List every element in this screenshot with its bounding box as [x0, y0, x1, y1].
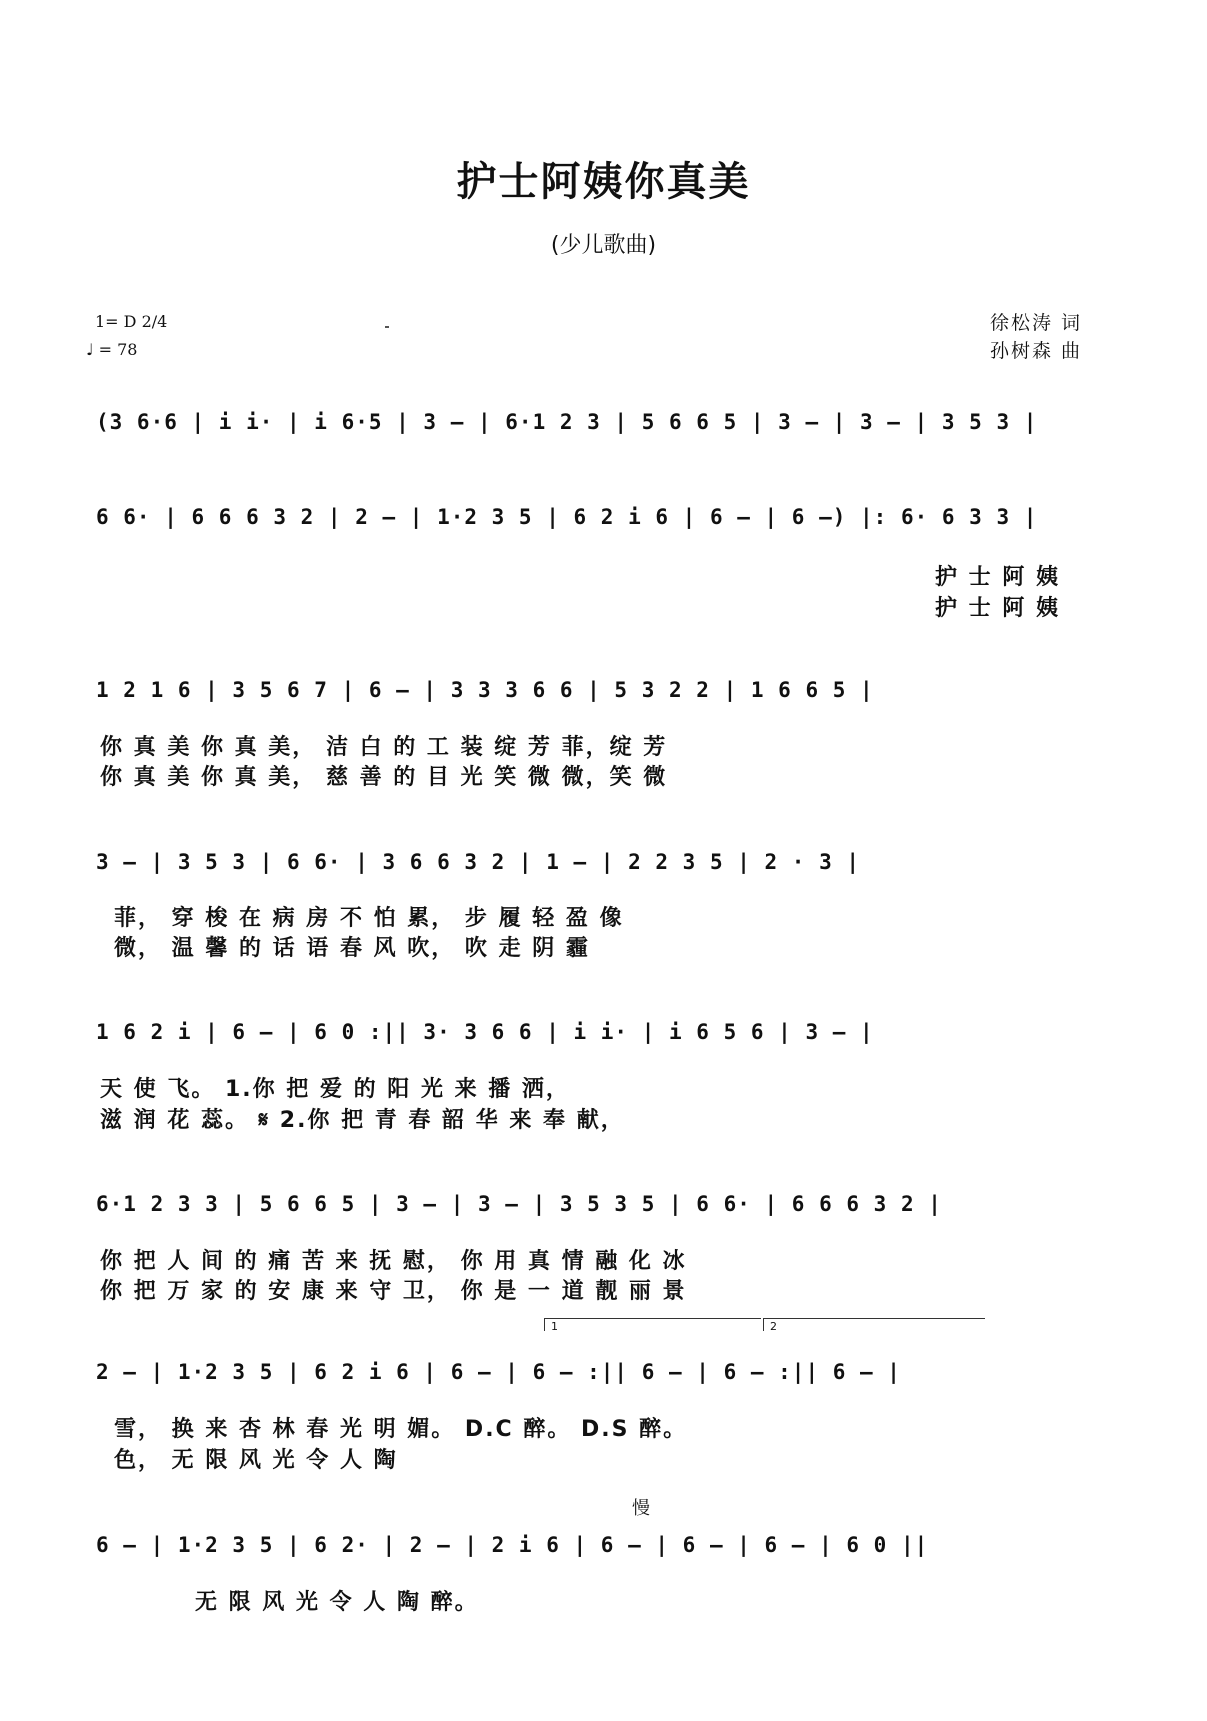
notation-line-4: 3 — | 3 5 3 | 6 6· | 3 6 6 3 2 | 1 — | 2 2 3 5 | 2 · 3 |	[96, 850, 861, 874]
volta-bracket-1: 1	[544, 1318, 761, 1331]
lyric-line-3-verse-1: 菲， 穿 梭 在 病 房 不 怕 累， 步 履 轻 盈 像	[114, 906, 624, 931]
key-signature	[95, 312, 167, 331]
song-title: 护士阿姨你真美	[456, 158, 751, 205]
time-signature: 2/4	[141, 312, 168, 331]
notation-line-3: 1 2 1 6 | 3 5 6 7 | 6 — | 3 3 3 6 6 | 5 3 2 2 | 1 6 6 5 |	[96, 678, 874, 702]
lyric-line-4-verse-1: 天 使 飞。 1.你 把 爱 的 阳 光 来 播 洒，	[100, 1077, 570, 1102]
lyric-line-1-verse-1: 护 士 阿 姨	[935, 565, 1060, 590]
notation-line-5: 1 6 2 i | 6 — | 6 0 :|| 3· 3 6 6 | i i· | i 6 5 6 | 3 — |	[96, 1020, 874, 1044]
notation-line-8: 6 — | 1·2 3 5 | 6 2· | 2 — | 2 i 6 | 6 — | 6 — | 6 — | 6 0 ||	[96, 1533, 929, 1557]
lyric-line-5-verse-2: 你 把 万 家 的 安 康 来 守 卫， 你 是 一 道 靓 丽 景	[100, 1279, 687, 1304]
key-text: 1= D	[95, 312, 137, 331]
lyric-line-1-verse-2: 护 士 阿 姨	[935, 596, 1060, 621]
notation-line-1: (3 6·6 | i i· | i 6·5 | 3 — | 6·1 2 3 | 5 6 6 5 | 3 — | 3 — | 3 5 3 |	[96, 410, 1038, 434]
volta-bracket-2: 2	[763, 1318, 985, 1331]
lyric-line-7: 无 限 风 光 令 人 陶 醉。	[195, 1590, 479, 1615]
song-subtitle: (少儿歌曲)	[550, 233, 657, 258]
notation-line-6: 6·1 2 3 3 | 5 6 6 5 | 3 — | 3 — | 3 5 3 5 | 6 6· | 6 6 6 3 2 |	[96, 1192, 942, 1216]
lyric-line-2-verse-2: 你 真 美 你 真 美， 慈 善 的 目 光 笑 微 微，笑 微	[100, 765, 668, 790]
lyric-line-4-verse-2: 滋 润 花 蕊。 𝄋 2.你 把 青 春 韶 华 来 奉 献，	[100, 1108, 625, 1133]
tempo-marking: ♩ = 78	[86, 340, 138, 359]
lyric-line-6-verse-1: 雪， 换 来 杏 林 春 光 明 媚。 D.C 醉。 D.S 醉。	[114, 1417, 688, 1442]
composer-credit: 孙树森 曲	[990, 340, 1083, 362]
tempo-slow-marking: 慢	[632, 1498, 650, 1519]
lyric-line-6-verse-2: 色， 无 限 风 光 令 人 陶	[114, 1448, 398, 1473]
lyric-line-2-verse-1: 你 真 美 你 真 美， 洁 白 的 工 装 绽 芳 菲，绽 芳	[100, 735, 668, 760]
lyric-line-5-verse-1: 你 把 人 间 的 痛 苦 来 抚 慰， 你 用 真 情 融 化 冰	[100, 1249, 687, 1274]
notation-line-7: 2 — | 1·2 3 5 | 6 2 i 6 | 6 — | 6 — :|| 6 — | 6 — :|| 6 — |	[96, 1360, 901, 1384]
lyricist-credit: 徐松涛 词	[990, 312, 1083, 334]
stray-mark	[385, 326, 389, 328]
lyric-line-3-verse-2: 微， 温 馨 的 话 语 春 风 吹， 吹 走 阴 霾	[114, 936, 590, 961]
notation-line-2: 6 6· | 6 6 6 3 2 | 2 — | 1·2 3 5 | 6 2 i 6 | 6 — | 6 —) |: 6· 6 3 3 |	[96, 505, 1038, 529]
